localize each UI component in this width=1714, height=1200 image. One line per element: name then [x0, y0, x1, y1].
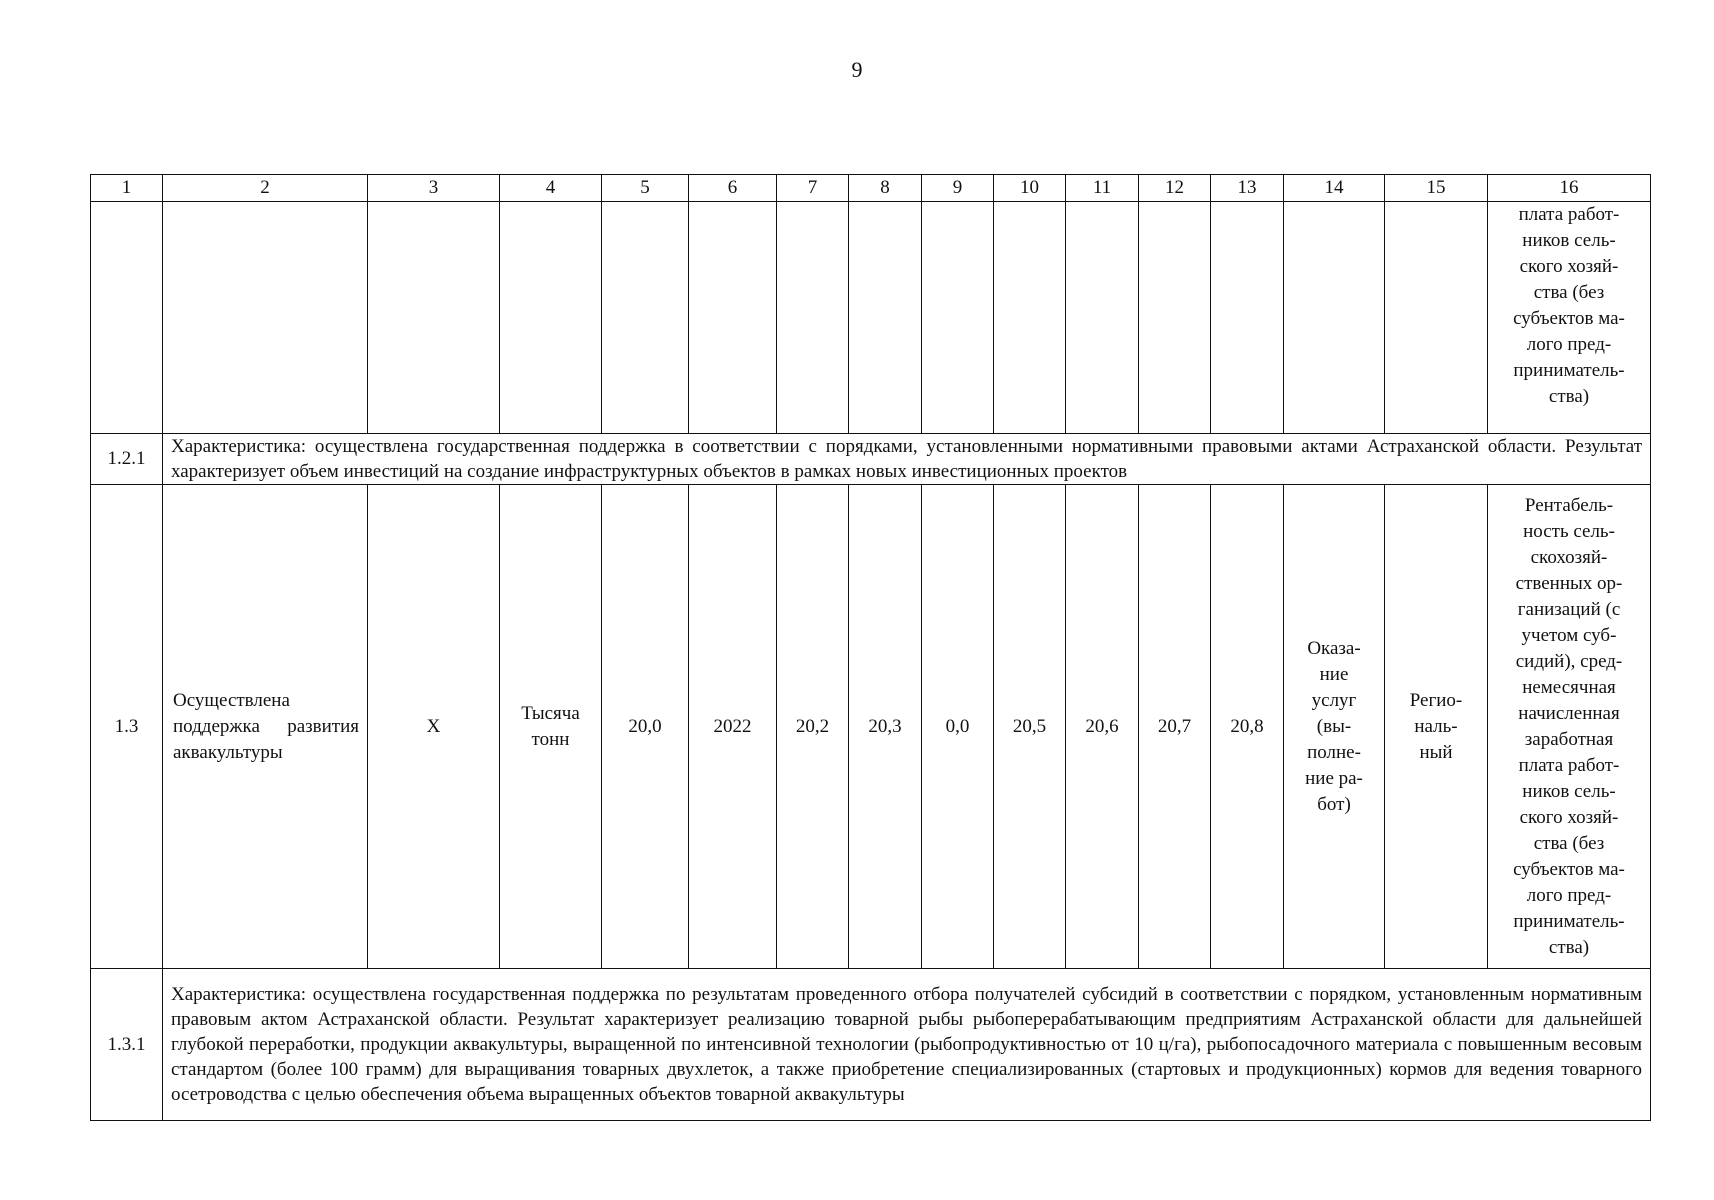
empty-cell — [91, 202, 163, 434]
row-number: 1.3.1 — [91, 969, 163, 1121]
unit-cell: Тысяча тонн — [500, 485, 602, 969]
base-value: 20,0 — [602, 485, 689, 969]
column-number: 3 — [368, 175, 500, 202]
value-cell: 20,5 — [994, 485, 1066, 969]
mark-cell: Х — [368, 485, 500, 969]
column-number: 8 — [849, 175, 922, 202]
column-number: 1 — [91, 175, 163, 202]
row-number: 1.2.1 — [91, 434, 163, 485]
column-number: 5 — [602, 175, 689, 202]
column-number: 9 — [922, 175, 994, 202]
value-cell: 0,0 — [922, 485, 994, 969]
result-name: Осуществлена поддержка развития аквакультуры — [163, 485, 368, 969]
empty-cell — [922, 202, 994, 434]
empty-cell — [1066, 202, 1139, 434]
column-number-row — [91, 175, 1651, 202]
empty-cell — [849, 202, 922, 434]
empty-cell — [777, 202, 849, 434]
indicator-description-cell: плата работ- ников сель- ского хозяй- ства (без субъектов ма- лого пред- приниматель- ства) — [1488, 202, 1651, 434]
page-number: 9 — [851, 57, 863, 82]
result-type-cell: Оказа- ние услуг (вы- полне- ние ра- бот) — [1284, 485, 1385, 969]
indicator-description-cell: Рентабель- ность сель- скохозяй- ственных ор- ганизаций (с учетом суб- сидий), сред- немесячная начисленная заработная плата работ- ников сель- ского хозяй- ства (без субъектов ма- лого пред- приниматель- ства) — [1488, 485, 1651, 969]
level-cell: Регио- наль- ный — [1385, 485, 1488, 969]
column-number: 16 — [1488, 175, 1651, 202]
indicators-table — [90, 174, 1651, 1121]
value-cell: 20,6 — [1066, 485, 1139, 969]
empty-cell — [602, 202, 689, 434]
continuation-row — [91, 202, 1651, 434]
empty-cell — [1211, 202, 1284, 434]
value-cell: 20,3 — [849, 485, 922, 969]
column-number: 11 — [1066, 175, 1139, 202]
empty-cell — [689, 202, 777, 434]
column-number: 2 — [163, 175, 368, 202]
column-number: 15 — [1385, 175, 1488, 202]
column-number: 7 — [777, 175, 849, 202]
characteristic-row-1-2-1 — [91, 434, 1651, 485]
characteristic-text: Характеристика: осуществлена государственная поддержка в соответствии с порядками, установленными нормативными правовыми актами Астраханской области. Результат характеризует объем инвестиций на создание инфраструктурных объектов в рамках новых инвестиционных проектов — [163, 434, 1651, 485]
empty-cell — [163, 202, 368, 434]
value-cell: 20,8 — [1211, 485, 1284, 969]
characteristic-row-1-3-1 — [91, 969, 1651, 1121]
column-number: 13 — [1211, 175, 1284, 202]
empty-cell — [1139, 202, 1211, 434]
value-cell: 20,7 — [1139, 485, 1211, 969]
column-number: 12 — [1139, 175, 1211, 202]
empty-cell — [368, 202, 500, 434]
row-number: 1.3 — [91, 485, 163, 969]
empty-cell — [994, 202, 1066, 434]
result-row-1-3 — [91, 485, 1651, 969]
base-year: 2022 — [689, 485, 777, 969]
value-cell: 20,2 — [777, 485, 849, 969]
column-number: 4 — [500, 175, 602, 202]
empty-cell — [1385, 202, 1488, 434]
column-number: 10 — [994, 175, 1066, 202]
characteristic-text: Характеристика: осуществлена государственная поддержка по результатам проведенного отбора получателей субсидий в соответствии с порядком, установленным нормативным правовым актом Астраханской области. Результат характеризует реализацию товарной рыбы рыбоперерабатывающим предприятиям Астраханской области для дальнейшей глубокой переработки, продукции аквакультуры, выращенной по интенсивной технологии (рыбопродуктивностью от 10 ц/га), рыбопосадочного материала с повышенным весовым стандартом (более 100 грамм) для выращивания товарных двухлеток, а также приобретение специализированных (стартовых и продукционных) кормов для ведения товарного осетроводства с целью обеспечения объема выращенных объектов товарной аквакультуры — [163, 969, 1651, 1121]
column-number: 14 — [1284, 175, 1385, 202]
column-number: 6 — [689, 175, 777, 202]
empty-cell — [1284, 202, 1385, 434]
empty-cell — [500, 202, 602, 434]
